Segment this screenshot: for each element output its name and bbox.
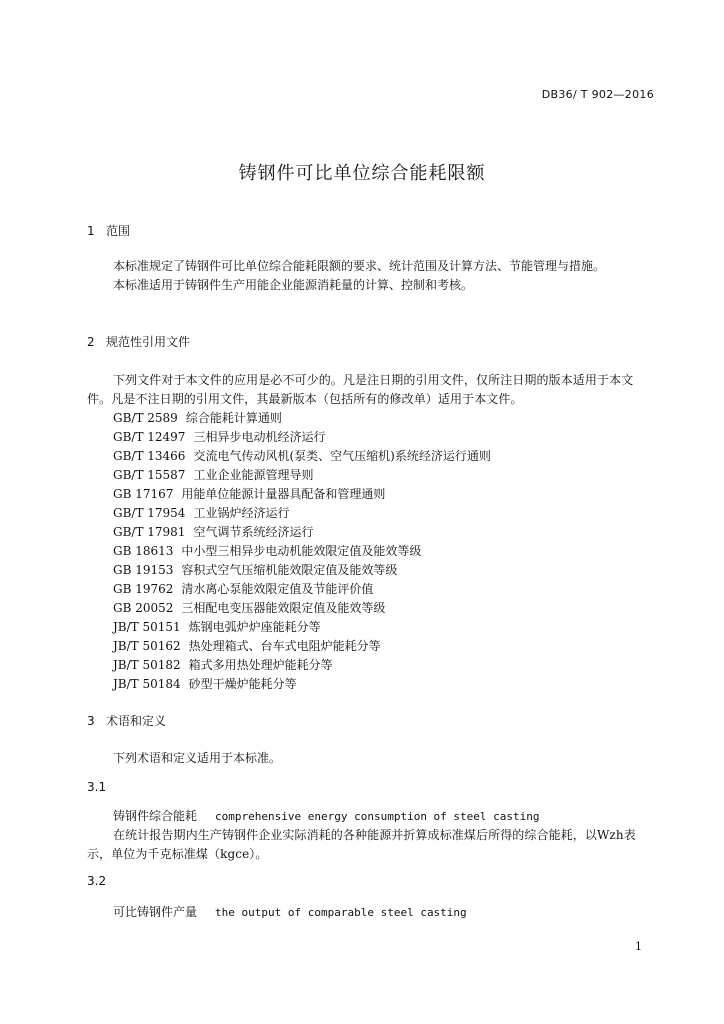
reference-code: GB/T 17981 bbox=[113, 525, 186, 539]
reference-code: GB/T 13466 bbox=[113, 449, 186, 463]
reference-item bbox=[113, 561, 491, 580]
section-3-title: 术语和定义 bbox=[106, 714, 167, 728]
reference-list bbox=[113, 409, 491, 694]
reference-title: 工业企业能源管理导则 bbox=[193, 468, 314, 482]
reference-code: GB 19762 bbox=[113, 582, 174, 596]
term-3-1-definition: 在统计报告期内生产铸钢件企业实际消耗的各种能源并折算成标准煤后所得的综合能耗，以Wzh表示，单位为千克标准煤（kgce）。 bbox=[87, 828, 636, 861]
section-2-intro: 下列文件对于本文件的应用是必不可少的。凡是注日期的引用文件，仅所注日期的版本适用于本文件。凡是不注日期的引用文件，其最新版本（包括所有的修改单）适用于本文件。 bbox=[87, 373, 634, 406]
reference-item bbox=[113, 542, 491, 561]
reference-title: 空气调节系统经济运行 bbox=[193, 525, 314, 539]
reference-item bbox=[113, 656, 491, 675]
reference-code: GB/T 17954 bbox=[113, 506, 186, 520]
reference-title: 工业锅炉经济运行 bbox=[193, 506, 290, 520]
section-2-heading bbox=[87, 333, 190, 350]
reference-item bbox=[113, 618, 491, 637]
reference-title: 三相异步电动机经济运行 bbox=[193, 430, 326, 444]
reference-item bbox=[113, 409, 491, 428]
document-number: DB36/ T 902—2016 bbox=[541, 88, 654, 101]
reference-code: JB/T 50184 bbox=[113, 677, 181, 691]
section-3-number: 3 bbox=[87, 714, 95, 728]
reference-code: JB/T 50151 bbox=[113, 620, 181, 634]
section-1-title: 范围 bbox=[106, 224, 131, 238]
reference-title: 三相配电变压器能效限定值及能效等级 bbox=[181, 601, 386, 615]
section-3-heading bbox=[87, 712, 166, 729]
term-3-1-english: comprehensive energy consumption of steel casting bbox=[215, 810, 540, 823]
reference-code: GB 18613 bbox=[113, 544, 174, 558]
reference-code: GB/T 12497 bbox=[113, 430, 186, 444]
reference-item bbox=[113, 485, 491, 504]
term-3-2-number: 3.2 bbox=[87, 874, 107, 888]
reference-title: 中小型三相异步电动机能效限定值及能效等级 bbox=[181, 544, 422, 558]
reference-title: 砂型干燥炉能耗分等 bbox=[188, 677, 297, 691]
reference-code: JB/T 50182 bbox=[113, 658, 181, 672]
section-1-paragraph-2: 本标准适用于铸钢件生产用能企业能源消耗量的计算、控制和考核。 bbox=[113, 278, 474, 292]
reference-code: GB/T 15587 bbox=[113, 468, 186, 482]
section-1-number: 1 bbox=[87, 224, 95, 238]
reference-title: 炼钢电弧炉炉座能耗分等 bbox=[188, 620, 321, 634]
term-3-1-chinese: 铸钢件综合能耗 bbox=[113, 809, 198, 823]
reference-code: GB 20052 bbox=[113, 601, 174, 615]
term-3-1-title bbox=[113, 807, 540, 824]
reference-item bbox=[113, 675, 491, 694]
reference-item bbox=[113, 523, 491, 542]
term-3-2-english: the output of comparable steel casting bbox=[215, 906, 467, 919]
reference-item bbox=[113, 447, 491, 466]
reference-title: 清水离心泵能效限定值及节能评价值 bbox=[181, 582, 374, 596]
section-1-heading bbox=[87, 222, 130, 239]
section-1-paragraph-1: 本标准规定了铸钢件可比单位综合能耗限额的要求、统计范围及计算方法、节能管理与措施。 bbox=[113, 259, 606, 273]
page-number: 1 bbox=[635, 940, 642, 953]
term-3-2-chinese: 可比铸钢件产量 bbox=[113, 905, 198, 919]
reference-item bbox=[113, 637, 491, 656]
reference-item bbox=[113, 580, 491, 599]
reference-title: 容积式空气压缩机能效限定值及能效等级 bbox=[181, 563, 398, 577]
reference-code: GB 19153 bbox=[113, 563, 174, 577]
section-2-title: 规范性引用文件 bbox=[106, 335, 191, 349]
reference-item bbox=[113, 466, 491, 485]
reference-title: 交流电气传动风机(泵类、空气压缩机)系统经济运行通则 bbox=[193, 449, 491, 463]
reference-item bbox=[113, 599, 491, 618]
reference-code: GB/T 2589 bbox=[113, 411, 178, 425]
section-2-number: 2 bbox=[87, 335, 95, 349]
section-3-intro: 下列术语和定义适用于本标准。 bbox=[113, 751, 282, 765]
term-3-2-title bbox=[113, 903, 467, 920]
reference-title: 箱式多用热处理炉能耗分等 bbox=[188, 658, 333, 672]
reference-title: 热处理箱式、台车式电阻炉能耗分等 bbox=[188, 639, 381, 653]
reference-code: JB/T 50162 bbox=[113, 639, 181, 653]
document-title: 铸钢件可比单位综合能耗限额 bbox=[238, 163, 486, 184]
reference-title: 综合能耗计算通则 bbox=[185, 411, 282, 425]
term-3-1-number: 3.1 bbox=[87, 780, 107, 794]
reference-title: 用能单位能源计量器具配备和管理通则 bbox=[181, 487, 386, 501]
reference-item bbox=[113, 428, 491, 447]
reference-code: GB 17167 bbox=[113, 487, 174, 501]
reference-item bbox=[113, 504, 491, 523]
